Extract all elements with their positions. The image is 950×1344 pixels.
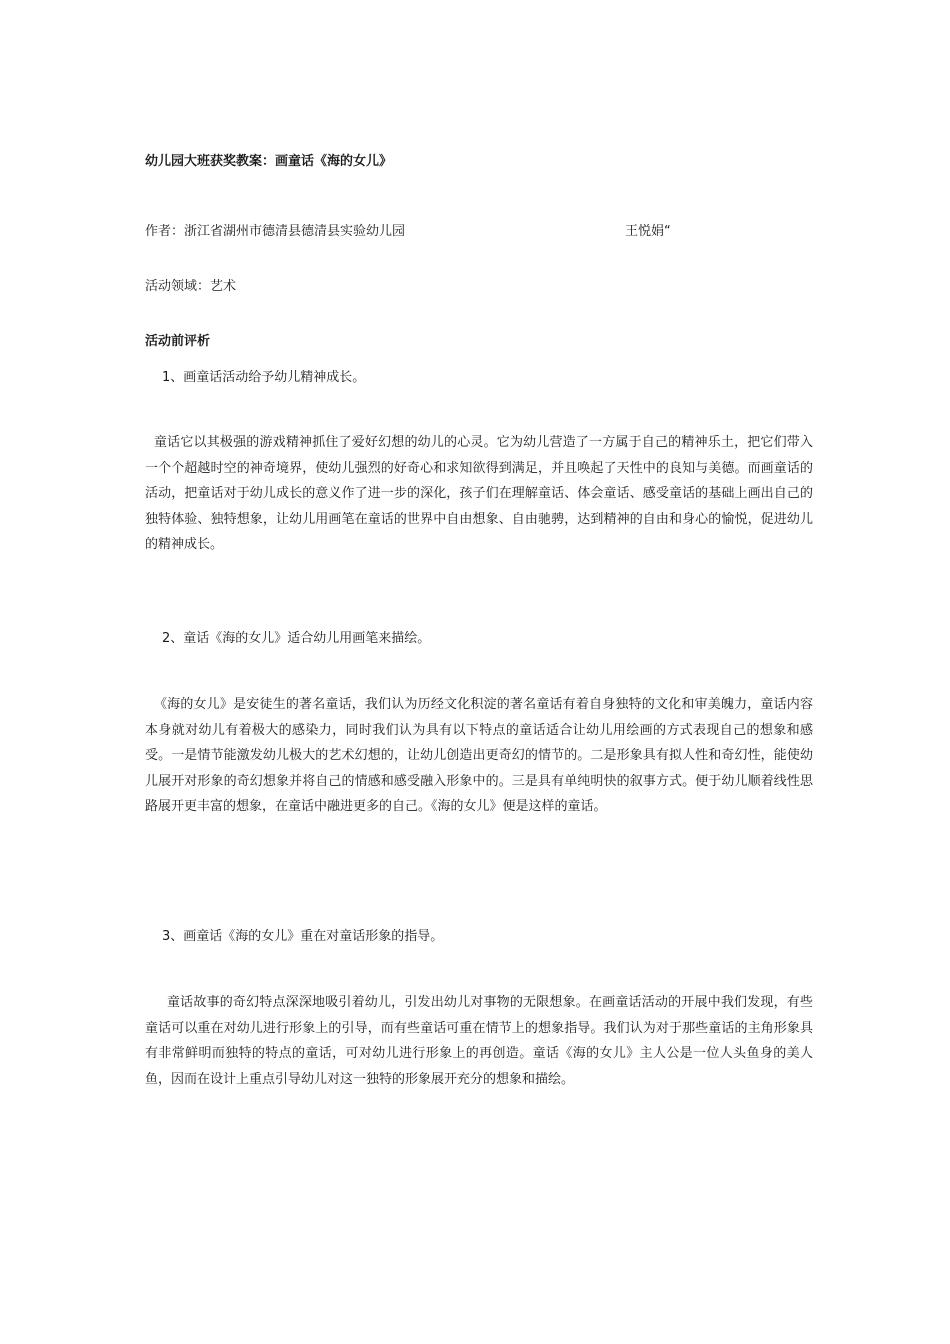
document-title: 幼儿园大班获奖教案：画童话《海的女儿》 xyxy=(145,154,393,169)
item-paragraph-1: 童话它以其极强的游戏精神抓住了爱好幻想的幼儿的心灵。它为幼儿营造了一方属于自己的精神乐土，把它们带入一个个超越时空的神奇境界，使幼儿强烈的好奇心和求知欲得到满足，并且唤起了天性中的良知与美德。而画童话的活动，把童话对于幼儿成长的意义作了进一步的深化，孩子们在理解童话、体会童话、感受童话的基础上画出自己的独特体验、独特想象，让幼儿用画笔在童话的世界中自由想象、自由驰骋，达到精神的自由和身心的愉悦，促进幼儿的精神成长。 xyxy=(145,435,813,552)
author-label: 作者：浙江省湖州市德清县德清县实验幼儿园 xyxy=(145,224,406,239)
author-line xyxy=(145,220,845,240)
item-heading-1: 1、画童话活动给予幼儿精神成长。 xyxy=(162,370,366,385)
author-name: 王悦娟“ xyxy=(625,224,671,239)
item-heading-2: 2、童话《海的女儿》适合幼儿用画笔来描绘。 xyxy=(162,631,431,646)
item-paragraph-3: 童话故事的奇幻特点深深地吸引着幼儿，引发出幼儿对事物的无限想象。在画童话活动的开展中我们发现，有些童话可以重在对幼儿进行形象上的引导，而有些童话可重在情节上的想象指导。我们认为对于那些童话的主角形象具有非常鲜明而独特的特点的童话，可对幼儿进行形象上的再创造。童话《海的女儿》主人公是一位人头鱼身的美人鱼，因而在设计上重点引导幼儿对这一独特的形象展开充分的想象和描绘。 xyxy=(145,995,813,1087)
item-heading-3: 3、画童话《海的女儿》重在对童话形象的指导。 xyxy=(162,929,444,944)
activity-domain: 活动领域：艺术 xyxy=(145,279,237,294)
section-title: 活动前评析 xyxy=(145,334,211,349)
item-paragraph-2: 《海的女儿》是安徒生的著名童话，我们认为历经文化积淀的著名童话有着自身独特的文化和审美魄力，童话内容本身就对幼儿有着极大的感染力，同时我们认为具有以下特点的童话适合让幼儿用绘画的方式表现自己的想象和感受。一是情节能激发幼儿极大的艺术幻想的，让幼儿创造出更奇幻的情节的。二是形象具有拟人性和奇幻性，能使幼儿展开对形象的奇幻想象并将自己的情感和感受融入形象中的。三是具有单纯明快的叙事方式。便于幼儿顺着线性思路展开更丰富的想象，在童话中融进更多的自己。《海的女儿》便是这样的童话。 xyxy=(145,697,813,814)
